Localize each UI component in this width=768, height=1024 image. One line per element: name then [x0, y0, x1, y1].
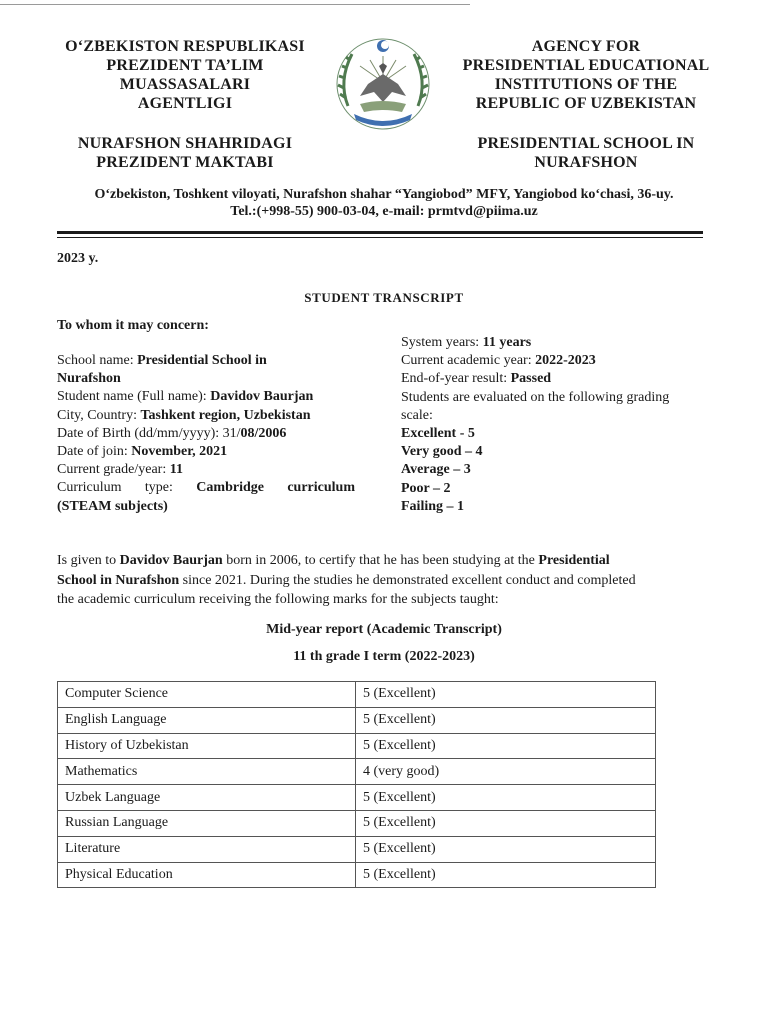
document-title: STUDENT TRANSCRIPT: [304, 290, 464, 305]
student-name-label: Student name (Full name):: [57, 389, 207, 405]
school-name-value-cont: Nurafshon: [57, 371, 121, 387]
top-scan-rule: [0, 4, 470, 5]
header-line: O‘ZBEKISTON RESPUBLIKASI: [65, 38, 305, 55]
table-row: [58, 707, 656, 733]
curriculum-value: Cambridge: [196, 480, 264, 496]
grade-failing: Failing – 1: [401, 498, 465, 514]
academic-year-row: [401, 352, 711, 370]
city-label: City, Country:: [57, 407, 137, 423]
header-line: PRESIDENTIAL EDUCATIONAL: [462, 57, 710, 74]
report-title: Mid-year report (Academic Transcript): [266, 622, 502, 637]
school-name-label: School name:: [57, 353, 134, 368]
system-years-row: [401, 334, 711, 352]
school-name-value: Presidential School in: [137, 353, 267, 368]
curriculum-row: [57, 479, 355, 497]
paragraph-text: since 2021. During the studies he demonstrated excellent conduct and completed: [182, 572, 636, 588]
city-row: [57, 407, 357, 425]
grade-average: Average – 3: [401, 462, 471, 478]
grading-scale-item: [401, 443, 711, 461]
header-school-en: [440, 134, 732, 172]
subject-cell: Uzbek Language: [58, 785, 356, 811]
dob-row: [57, 425, 357, 443]
school-address: [20, 186, 748, 220]
join-label: Date of join:: [57, 444, 128, 460]
header-line: PRESIDENTIAL SCHOOL IN: [477, 135, 695, 152]
header-line: PREZIDENT MAKTABI: [96, 154, 274, 171]
curriculum-value-cont: (STEAM subjects): [57, 498, 168, 514]
student-name-row: [57, 388, 357, 406]
subject-cell: History of Uzbekistan: [58, 733, 356, 759]
paragraph-school-name-cont: School in Nurafshon: [57, 572, 180, 588]
system-years-label: System years:: [401, 335, 480, 350]
curriculum-value-word: curriculum: [287, 480, 355, 496]
contact-line: Tel.:(+998-55) 900-03-04, e-mail: prmtvd@piima.uz: [230, 204, 538, 219]
grade-excellent: Excellent - 5: [401, 426, 475, 442]
city-value: Tashkent region, Uzbekistan: [140, 407, 311, 423]
state-emblem-icon: [330, 36, 436, 132]
subject-cell: Computer Science: [58, 682, 356, 708]
header-divider-thick: [57, 231, 703, 234]
paragraph-text: Is given to: [57, 553, 117, 568]
subject-cell: Physical Education: [58, 862, 356, 888]
header-line: NURAFSHON SHAHRIDAGI: [77, 135, 293, 152]
mark-cell: 4 (very good): [356, 759, 656, 785]
mark-cell: 5 (Excellent): [356, 682, 656, 708]
paragraph-line: [57, 571, 717, 591]
academic-year-label: Current academic year:: [401, 353, 532, 369]
grading-scale-item: [401, 498, 711, 516]
table-row: [58, 759, 656, 785]
grading-scale-item: [401, 480, 711, 498]
document-year: 2023 y.: [57, 251, 99, 266]
join-row: [57, 443, 357, 461]
student-info: [57, 352, 357, 516]
paragraph-line: the academic curriculum receiving the following marks for the subjects taught:: [57, 592, 499, 607]
school-name-row: [57, 352, 357, 370]
grading-scale-item: [401, 461, 711, 479]
result-label: End-of-year result:: [401, 371, 508, 387]
table-row: [58, 862, 656, 888]
marks-table: [57, 681, 656, 888]
curriculum-row-cont: [57, 498, 357, 516]
school-name-row-cont: [57, 370, 357, 388]
subject-cell: Mathematics: [58, 759, 356, 785]
academic-info: [401, 334, 711, 516]
grading-scale-intro-cont: scale:: [401, 407, 433, 423]
table-row: [58, 733, 656, 759]
result-value: Passed: [510, 371, 552, 387]
table-row: [58, 785, 656, 811]
academic-year-value: 2022-2023: [535, 353, 596, 369]
mark-cell: 5 (Excellent): [356, 707, 656, 733]
header-line: AGENTLIGI: [137, 95, 233, 112]
header-agency-en: [440, 37, 732, 113]
grade-very-good: Very good – 4: [401, 444, 483, 460]
mark-cell: 5 (Excellent): [356, 836, 656, 862]
header-line: NURAFSHON: [534, 154, 638, 171]
dob-value: 08/2006: [240, 425, 287, 441]
subject-cell: English Language: [58, 707, 356, 733]
subject-cell: Russian Language: [58, 810, 356, 836]
grading-scale-item: [401, 425, 711, 443]
paragraph-student-name: Davidov Baurjan: [119, 553, 223, 568]
paragraph-text: born in 2006, to certify that he has been studying at the: [226, 553, 535, 568]
system-years-value: 11 years: [482, 335, 532, 350]
mark-cell: 5 (Excellent): [356, 733, 656, 759]
header-school-uz: [40, 134, 330, 172]
header-line: INSTITUTIONS OF THE: [494, 76, 678, 93]
address-line: O‘zbekiston, Toshkent viloyati, Nurafshon shahar “Yangiobod” MFY, Yangiobod ko‘chasi, 36-uy.: [94, 187, 674, 202]
grade-poor: Poor – 2: [401, 480, 451, 496]
subject-cell: Literature: [58, 836, 356, 862]
header-line: MUASSASALARI: [119, 76, 251, 93]
certification-paragraph: [57, 551, 717, 610]
table-row: [58, 682, 656, 708]
header-divider-thin: [57, 237, 703, 238]
curriculum-label: Curriculum: [57, 480, 122, 496]
table-row: [58, 836, 656, 862]
grade-value: 11: [169, 462, 183, 478]
header-line: REPUBLIC OF UZBEKISTAN: [475, 95, 697, 112]
dob-label: Date of Birth (dd/mm/yyyy): 31/: [57, 425, 241, 441]
header-agency-uz: [40, 37, 330, 113]
student-name-value: Davidov Baurjan: [210, 389, 314, 405]
mark-cell: 5 (Excellent): [356, 785, 656, 811]
header-line: AGENCY FOR: [531, 38, 641, 55]
report-subtitle: 11 th grade I term (2022-2023): [293, 649, 475, 664]
paragraph-school-name: Presidential: [538, 553, 610, 568]
mark-cell: 5 (Excellent): [356, 810, 656, 836]
paragraph-line: [57, 551, 717, 571]
table-row: [58, 810, 656, 836]
salutation: To whom it may concern:: [57, 318, 209, 333]
grade-row: [57, 461, 357, 479]
result-row: [401, 370, 711, 388]
curriculum-label-type: type:: [144, 480, 173, 496]
header-line: PREZIDENT TA’LIM: [106, 57, 264, 74]
grading-scale-intro: Students are evaluated on the following grading: [401, 389, 670, 405]
grade-label: Current grade/year:: [57, 462, 167, 478]
join-value: November, 2021: [131, 444, 228, 460]
mark-cell: 5 (Excellent): [356, 862, 656, 888]
